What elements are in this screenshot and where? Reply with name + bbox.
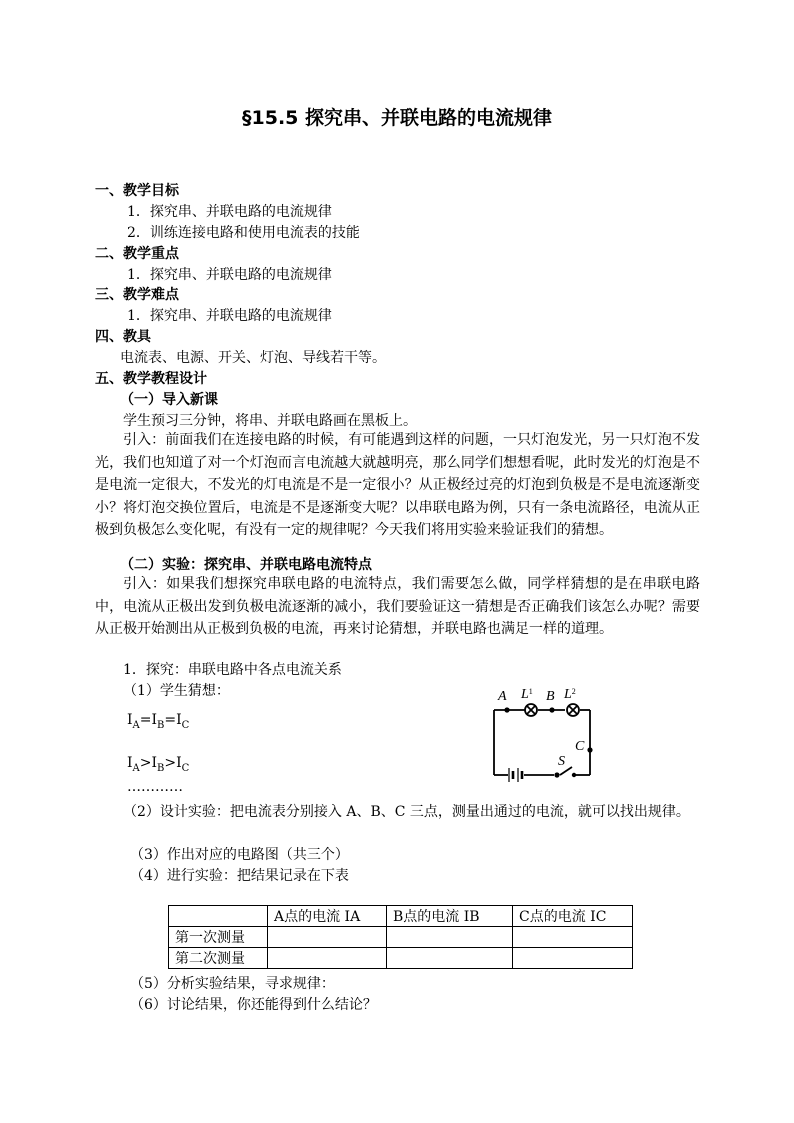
table-row bbox=[169, 948, 633, 969]
table-cell bbox=[513, 927, 633, 948]
goal-item: 1．探究串、并联电路的电流规律 bbox=[127, 204, 332, 220]
key-point-item: 1．探究串、并联电路的电流规律 bbox=[127, 267, 332, 283]
step-1: 1．探究：串联电路中各点电流关系 bbox=[123, 662, 342, 678]
circuit-label-l1: $L^1$ bbox=[521, 687, 533, 702]
step-design: （2）设计实验：把电流表分别接入 A、B、C 三点，测量出通过的电流，就可以找出规律。 bbox=[123, 804, 690, 820]
circuit-label-l2: $L^2$ bbox=[564, 687, 576, 702]
equipment-text: 电流表、电源、开关、灯泡、导线若干等。 bbox=[120, 350, 386, 366]
goal-item: 2．训练连接电路和使用电流表的技能 bbox=[127, 225, 360, 241]
section-heading-equipment: 四、教具 bbox=[95, 329, 151, 345]
table-header-cell: A点的电流 IA bbox=[268, 906, 387, 927]
intro-paragraph-2: 引入：前面我们在连接电路的时候，有可能遇到这样的问题，一只灯泡发光，另一只灯泡不发光，我们也知道了对一个灯泡而言电流越大就越明亮，那么同学们想想看呢，此时发光的灯泡是不是电流一定很大，不发光的灯电流是不是一定很小？从正极经过亮的灯泡到负极是不是电流逐渐变小？将灯泡交换位置后，电流是不是逐渐变大呢？以串联电路为例，只有一条电流路径，电流从正极到负极怎么变化呢，有没有一定的规律呢？今天我们将用实验来验证我们的猜想。 bbox=[95, 432, 700, 538]
section-heading-key-points: 二、教学重点 bbox=[95, 246, 179, 262]
table-cell bbox=[268, 948, 387, 969]
table-header-cell: B点的电流 IB bbox=[387, 906, 513, 927]
table-header-cell bbox=[169, 906, 268, 927]
guess-decreasing: $I_A>I_B>I_C$ bbox=[127, 755, 190, 774]
table-header-row bbox=[169, 906, 633, 927]
table-cell: 第一次测量 bbox=[169, 927, 268, 948]
circuit-label-b: B bbox=[546, 689, 555, 704]
circuit-label-c: C bbox=[575, 739, 585, 754]
step-guess: （1）学生猜想： bbox=[123, 683, 230, 699]
table-cell bbox=[387, 948, 513, 969]
circuit-label-a: A bbox=[498, 689, 507, 704]
table-cell bbox=[268, 927, 387, 948]
series-circuit-diagram bbox=[488, 683, 600, 783]
intro-paragraph-1: 学生预习三分钟，将串、并联电路画在黑板上。 bbox=[123, 413, 417, 429]
step-run: （4）进行实验：把结果记录在下表 bbox=[130, 868, 349, 884]
difficulty-item: 1．探究串、并联电路的电流规律 bbox=[127, 308, 332, 324]
subsection-heading-intro: （一）导入新课 bbox=[120, 392, 218, 408]
section-heading-goals: 一、教学目标 bbox=[95, 183, 179, 199]
table-cell bbox=[387, 927, 513, 948]
step-analyze: （5）分析实验结果，寻求规律： bbox=[130, 976, 335, 992]
experiment-paragraph: 引入：如果我们想探究串联电路的电流特点，我们需要怎么做，同学样猜想的是在串联电路中，电流从正极出发到负极电流逐渐的减小，我们要验证这一猜想是否正确我们该怎么办呢？需要从正极开始测出从正极到负极的电流，再来讨论猜想，并联电路也满足一样的道理。 bbox=[95, 576, 700, 637]
subsection-heading-experiment: （二）实验：探究串、并联电路电流特点 bbox=[120, 557, 372, 573]
table-header-cell: C点的电流 IC bbox=[513, 906, 633, 927]
step-discuss: （6）讨论结果，你还能得到什么结论？ bbox=[130, 997, 377, 1013]
section-heading-difficulties: 三、教学难点 bbox=[95, 287, 179, 303]
circuit-label-s: S bbox=[558, 754, 565, 769]
guess-equal: $I_A=I_B=I_C$ bbox=[127, 712, 190, 731]
page-title: §15.5 探究串、并联电路的电流规律 bbox=[242, 107, 552, 129]
measurement-table bbox=[168, 905, 633, 969]
table-cell: 第二次测量 bbox=[169, 948, 268, 969]
table-row bbox=[169, 927, 633, 948]
section-heading-procedure: 五、教学教程设计 bbox=[95, 371, 207, 387]
table-cell bbox=[513, 948, 633, 969]
ellipsis: ………… bbox=[127, 779, 183, 795]
step-draw: （3）作出对应的电路图（共三个） bbox=[130, 847, 349, 863]
